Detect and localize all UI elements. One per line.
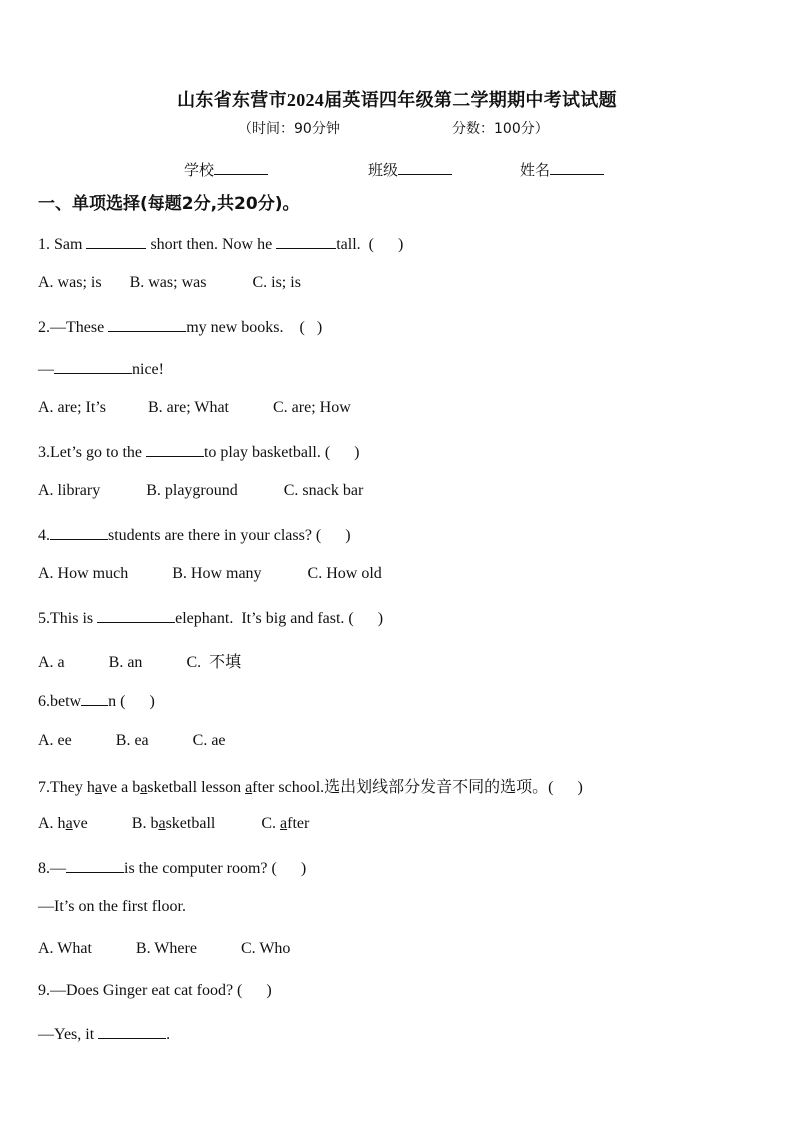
q7-option-b[interactable]: B. basketball — [131, 815, 216, 832]
q2-blank-1[interactable] — [108, 316, 186, 332]
q6-option-b[interactable]: B. ea — [115, 732, 149, 749]
class-field — [368, 159, 452, 180]
question-7: 7.They have a basketball lesson after school.选出划线部分发音不同的选项。( ) — [38, 779, 583, 796]
q8-blank[interactable] — [66, 857, 124, 873]
question-1: 1. Sam short then. Now he tall. ( ) — [38, 233, 403, 254]
question-6-options — [38, 732, 226, 750]
q3-blank[interactable] — [146, 441, 204, 457]
question-8-options — [38, 940, 290, 958]
question-2-answer: — nice! — [38, 358, 164, 379]
question-5: 5.This is elephant. It’s big and fast. ( ) — [38, 607, 383, 628]
q2-option-c[interactable]: C. are; How — [273, 399, 351, 416]
question-4: 4. students are there in your class? ( ) — [38, 524, 351, 545]
q8-option-a[interactable]: A. What — [38, 940, 92, 957]
name-field — [520, 159, 604, 180]
exam-time: （时间：90分钟 — [238, 121, 340, 137]
question-3-options — [38, 482, 363, 500]
q7-option-a[interactable]: A. have — [38, 815, 88, 832]
q4-option-c[interactable]: C. How old — [307, 565, 382, 582]
q8-option-b[interactable]: B. Where — [135, 940, 197, 957]
q7-option-c[interactable]: C. after — [261, 815, 310, 832]
question-6: 6.betw n ( ) — [38, 690, 155, 711]
q2-option-a[interactable]: A. are; It’s — [38, 399, 106, 416]
q1-option-b[interactable]: B. was; was — [129, 274, 207, 291]
q3-option-c[interactable]: C. snack bar — [283, 482, 364, 499]
q4-blank[interactable] — [50, 524, 108, 540]
question-9: 9.—Does Ginger eat cat food? ( ) — [38, 982, 272, 999]
q8-option-c[interactable]: C. Who — [240, 940, 291, 957]
name-label: 姓名 — [520, 161, 551, 179]
q1-blank-1[interactable] — [86, 233, 146, 249]
exam-score: 分数：100分） — [452, 121, 549, 137]
school-label: 学校 — [184, 161, 215, 179]
question-8: 8.— is the computer room? ( ) — [38, 857, 306, 878]
section-heading: 一、单项选择(每题2分,共20分)。 — [38, 194, 300, 214]
q5-option-c[interactable]: C. 不填 — [186, 654, 242, 671]
question-1-options — [38, 274, 301, 292]
question-2: 2.—These my new books. ( ) — [38, 316, 322, 337]
q2-option-b[interactable]: B. are; What — [147, 399, 229, 416]
question-9-answer: —Yes, it . — [38, 1023, 170, 1044]
question-2-options — [38, 399, 351, 417]
q9-blank[interactable] — [98, 1023, 166, 1039]
school-blank[interactable] — [214, 160, 268, 175]
name-blank[interactable] — [550, 160, 604, 175]
q5-blank[interactable] — [97, 607, 175, 623]
q4-option-a[interactable]: A. How much — [38, 565, 129, 582]
q1-option-c[interactable]: C. is; is — [252, 274, 301, 291]
question-5-options — [38, 649, 241, 672]
q6-option-c[interactable]: C. ae — [192, 732, 226, 749]
school-field — [184, 159, 268, 180]
question-7-options — [38, 815, 309, 833]
q2-blank-2[interactable] — [54, 358, 132, 374]
question-4-options — [38, 565, 382, 583]
q4-option-b[interactable]: B. How many — [172, 565, 262, 582]
q6-blank[interactable] — [81, 690, 108, 706]
q1-blank-2[interactable] — [276, 233, 336, 249]
q1-option-a[interactable]: A. was; is — [38, 274, 102, 291]
q5-option-a[interactable]: A. a — [38, 654, 65, 671]
q3-option-b[interactable]: B. playground — [146, 482, 238, 499]
question-8-answer: —It’s on the first floor. — [38, 898, 186, 915]
question-3: 3.Let’s go to the to play basketball. ( ) — [38, 441, 360, 462]
q6-option-a[interactable]: A. ee — [38, 732, 72, 749]
q5-option-b[interactable]: B. an — [108, 654, 143, 671]
class-blank[interactable] — [398, 160, 452, 175]
q3-option-a[interactable]: A. library — [38, 482, 101, 499]
class-label: 班级 — [368, 161, 399, 179]
page-title: 山东省东营市2024届英语四年级第二学期期中考试试题 — [177, 90, 617, 110]
